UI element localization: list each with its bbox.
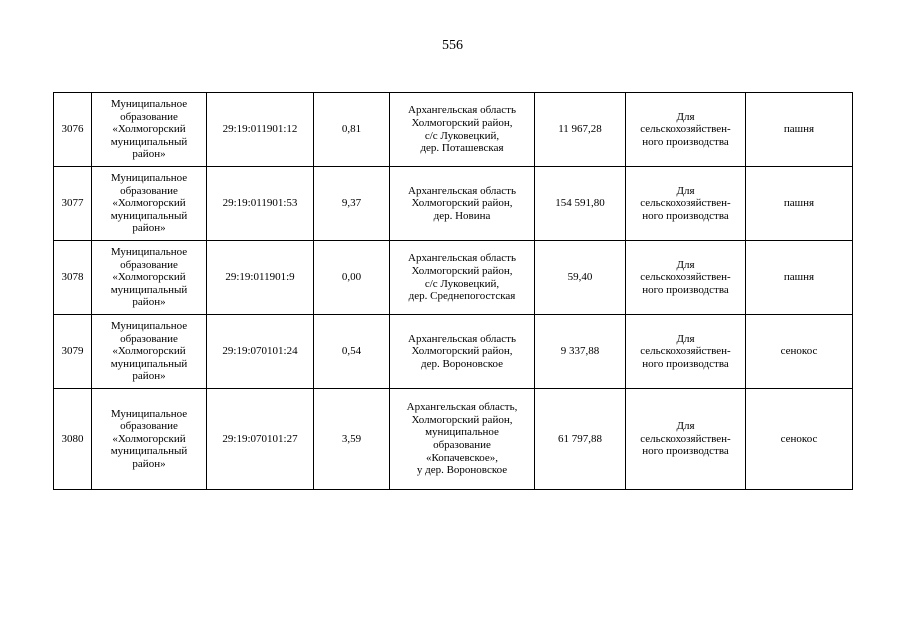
purpose-cell: Для сельскохозяйствен- ного производства [626, 389, 746, 490]
address-cell: Архангельская область Холмогорский район, с/с Луковецкий, дер. Поташевская [390, 93, 535, 167]
table-row [54, 241, 853, 315]
row-number: 3079 [54, 315, 92, 389]
table-row [54, 167, 853, 241]
address-cell: Архангельская область Холмогорский район, дер. Вороновское [390, 315, 535, 389]
row-number: 3077 [54, 167, 92, 241]
cadastral-value-cell: 61 797,88 [535, 389, 626, 490]
address-cell: Архангельская область Холмогорский район, с/с Луковецкий, дер. Среднепогостская [390, 241, 535, 315]
area-cell: 0,00 [314, 241, 390, 315]
table-row [54, 93, 853, 167]
table-row [54, 389, 853, 490]
owner-cell: Муниципальное образование «Холмогорский муниципальный район» [92, 167, 207, 241]
address-cell: Архангельская область, Холмогорский район, муниципальное образование «Копачевское», у дер. Вороновское [390, 389, 535, 490]
area-cell: 3,59 [314, 389, 390, 490]
cadastral-value-cell: 11 967,28 [535, 93, 626, 167]
address-cell: Архангельская область Холмогорский район, дер. Новина [390, 167, 535, 241]
cadastral-number-cell: 29:19:070101:24 [207, 315, 314, 389]
row-number: 3080 [54, 389, 92, 490]
table-row [54, 315, 853, 389]
area-cell: 0,81 [314, 93, 390, 167]
owner-cell: Муниципальное образование «Холмогорский муниципальный район» [92, 315, 207, 389]
land-use-cell: пашня [746, 167, 853, 241]
purpose-cell: Для сельскохозяйствен- ного производства [626, 167, 746, 241]
cadastral-value-cell: 9 337,88 [535, 315, 626, 389]
cadastral-number-cell: 29:19:070101:27 [207, 389, 314, 490]
area-cell: 0,54 [314, 315, 390, 389]
cadastral-number-cell: 29:19:011901:53 [207, 167, 314, 241]
row-number: 3076 [54, 93, 92, 167]
purpose-cell: Для сельскохозяйствен- ного производства [626, 241, 746, 315]
cadastral-value-cell: 154 591,80 [535, 167, 626, 241]
land-use-cell: сенокос [746, 315, 853, 389]
cadastral-number-cell: 29:19:011901:9 [207, 241, 314, 315]
owner-cell: Муниципальное образование «Холмогорский муниципальный район» [92, 389, 207, 490]
land-use-cell: пашня [746, 241, 853, 315]
cadastral-number-cell: 29:19:011901:12 [207, 93, 314, 167]
purpose-cell: Для сельскохозяйствен- ного производства [626, 315, 746, 389]
land-use-cell: сенокос [746, 389, 853, 490]
land-plots-table [53, 92, 853, 490]
owner-cell: Муниципальное образование «Холмогорский муниципальный район» [92, 93, 207, 167]
row-number: 3078 [54, 241, 92, 315]
page-number: 556 [442, 38, 463, 53]
purpose-cell: Для сельскохозяйствен- ного производства [626, 93, 746, 167]
owner-cell: Муниципальное образование «Холмогорский муниципальный район» [92, 241, 207, 315]
cadastral-value-cell: 59,40 [535, 241, 626, 315]
land-use-cell: пашня [746, 93, 853, 167]
area-cell: 9,37 [314, 167, 390, 241]
